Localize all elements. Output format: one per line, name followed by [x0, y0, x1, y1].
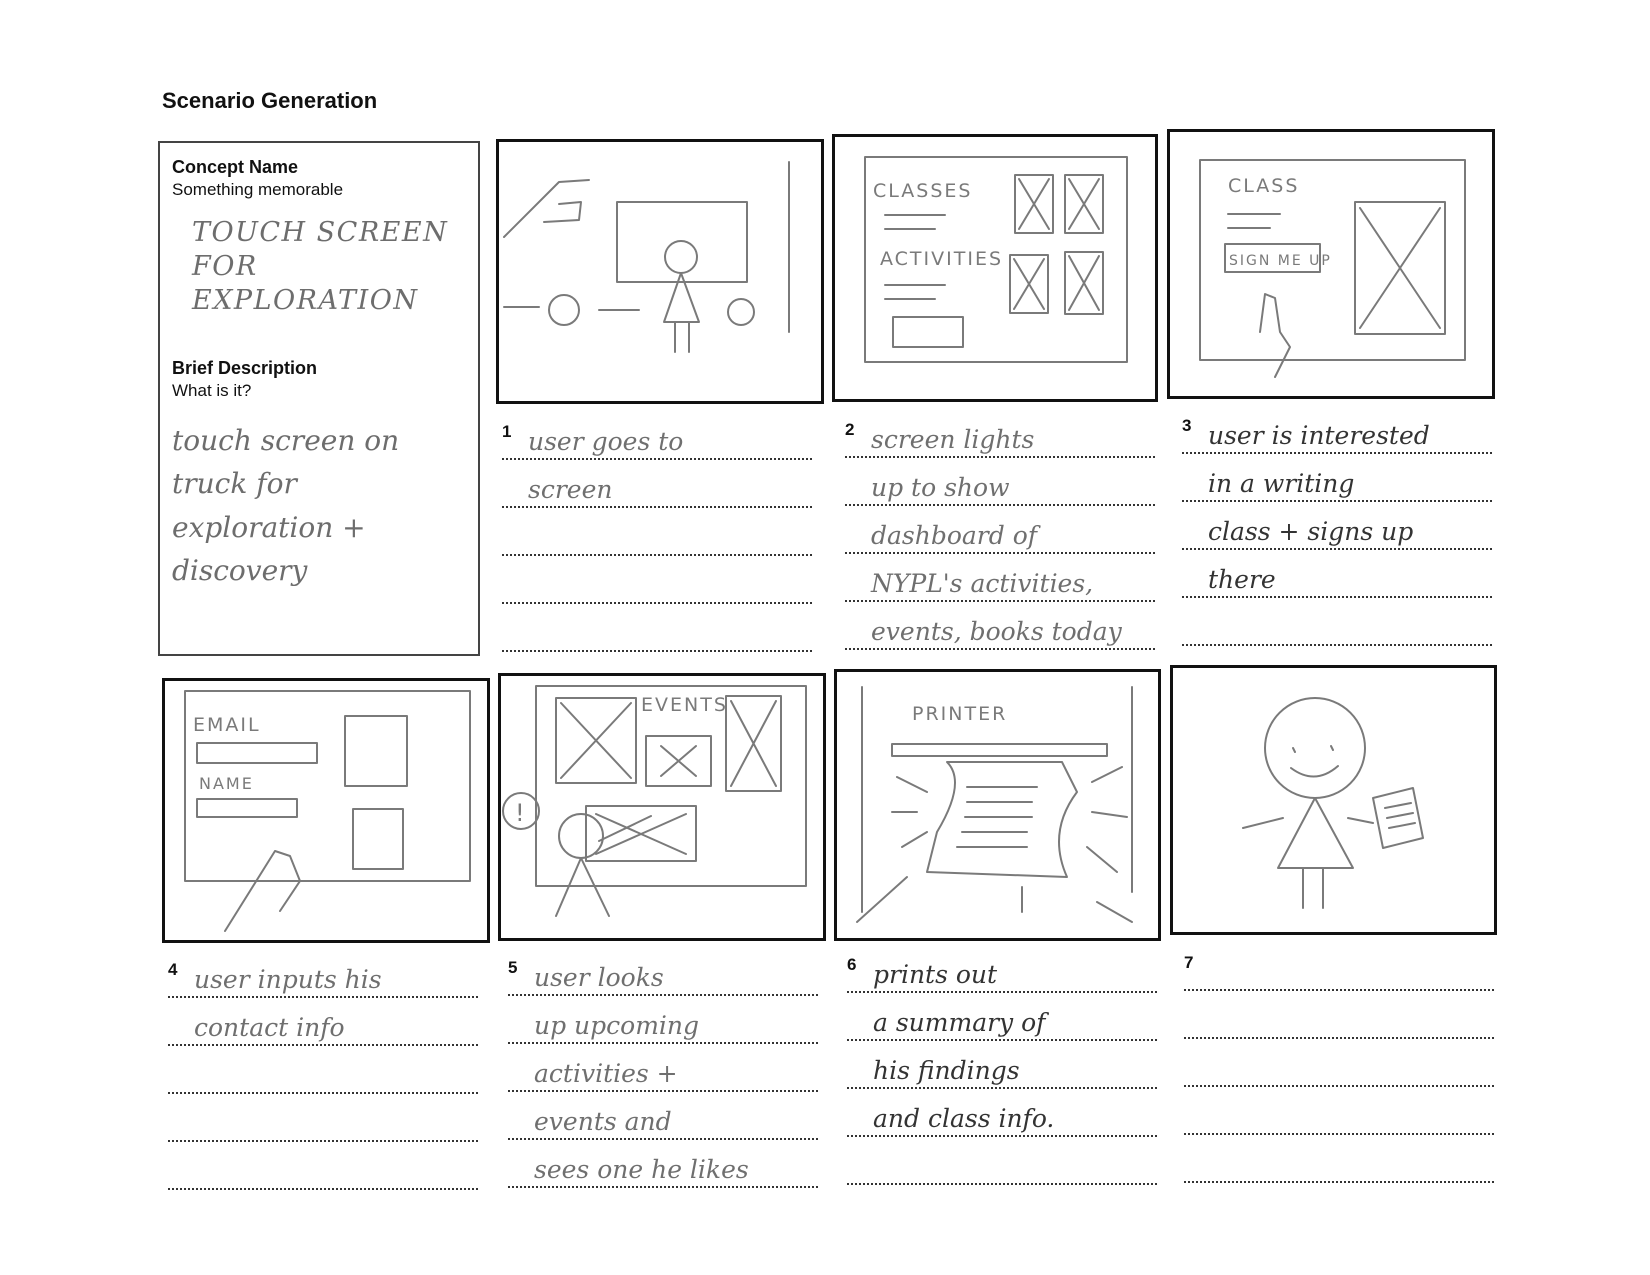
brief-description-hint: What is it? — [172, 381, 252, 400]
activities-label: ACTIVITIES — [880, 248, 1004, 270]
caption-text: user looks up upcoming activities + events and sees one he likes — [534, 963, 749, 1184]
events-label: EVENTS — [641, 694, 728, 716]
contact-form-sketch — [165, 681, 487, 940]
caption-4 — [168, 960, 478, 1220]
alert-icon: ! — [515, 799, 527, 827]
dashboard-sketch — [835, 137, 1155, 399]
brief-description-heading: Brief Description — [172, 358, 318, 378]
brief-description-value: touch screen on truck for exploration + discovery — [172, 424, 400, 588]
storyboard-frame-3 — [1167, 129, 1495, 399]
storyboard-frame-1 — [496, 139, 824, 404]
concept-name-value: TOUCH SCREEN FOR EXPLORATION — [192, 217, 449, 316]
sign-me-up-label: SIGN ME UP — [1229, 253, 1332, 269]
caption-text: screen lights up to show dashboard of NYPL's activities, events, books today — [871, 425, 1122, 646]
concept-card — [158, 141, 480, 656]
classes-label: CLASSES — [873, 180, 973, 202]
caption-text: prints out a summary of his findings and class info. — [873, 960, 1055, 1133]
caption-number: 6 — [847, 955, 857, 974]
caption-1 — [502, 422, 812, 682]
storyboard-frame-6 — [834, 669, 1161, 941]
class-label: CLASS — [1228, 175, 1300, 197]
caption-number: 3 — [1182, 416, 1192, 435]
caption-7 — [1184, 953, 1494, 1213]
page-title: Scenario Generation — [162, 88, 378, 113]
storyboard-frame-5 — [498, 673, 826, 941]
concept-name-heading: Concept Name — [172, 157, 299, 177]
storyboard-frame-7 — [1170, 665, 1497, 935]
name-label: NAME — [199, 774, 254, 793]
caption-text: user is interested in a writing class + signs up there — [1208, 421, 1430, 594]
caption-number: 1 — [502, 422, 512, 441]
caption-number: 4 — [168, 960, 178, 979]
caption-text: user inputs his contact info — [194, 965, 382, 1042]
printer-label: PRINTER — [912, 703, 1008, 725]
caption-number: 7 — [1184, 953, 1194, 972]
caption-number: 5 — [508, 958, 518, 977]
caption-2 — [845, 420, 1155, 680]
storyboard-frame-2 — [832, 134, 1158, 402]
caption-6 — [847, 955, 1157, 1215]
email-label: EMAIL — [193, 714, 261, 736]
caption-5 — [508, 958, 818, 1218]
storyboard-frame-4 — [162, 678, 490, 943]
events-browse-sketch — [501, 676, 823, 938]
concept-name-hint: Something memorable — [172, 180, 344, 199]
happy-user-sketch — [1173, 668, 1494, 932]
caption-3 — [1182, 416, 1492, 676]
caption-number: 2 — [845, 420, 855, 439]
truck-sketch — [499, 142, 821, 401]
brief-description-block — [172, 358, 464, 593]
printer-sketch — [837, 672, 1158, 938]
class-signup-sketch — [1170, 132, 1492, 396]
caption-text: user goes to screen — [528, 427, 684, 504]
